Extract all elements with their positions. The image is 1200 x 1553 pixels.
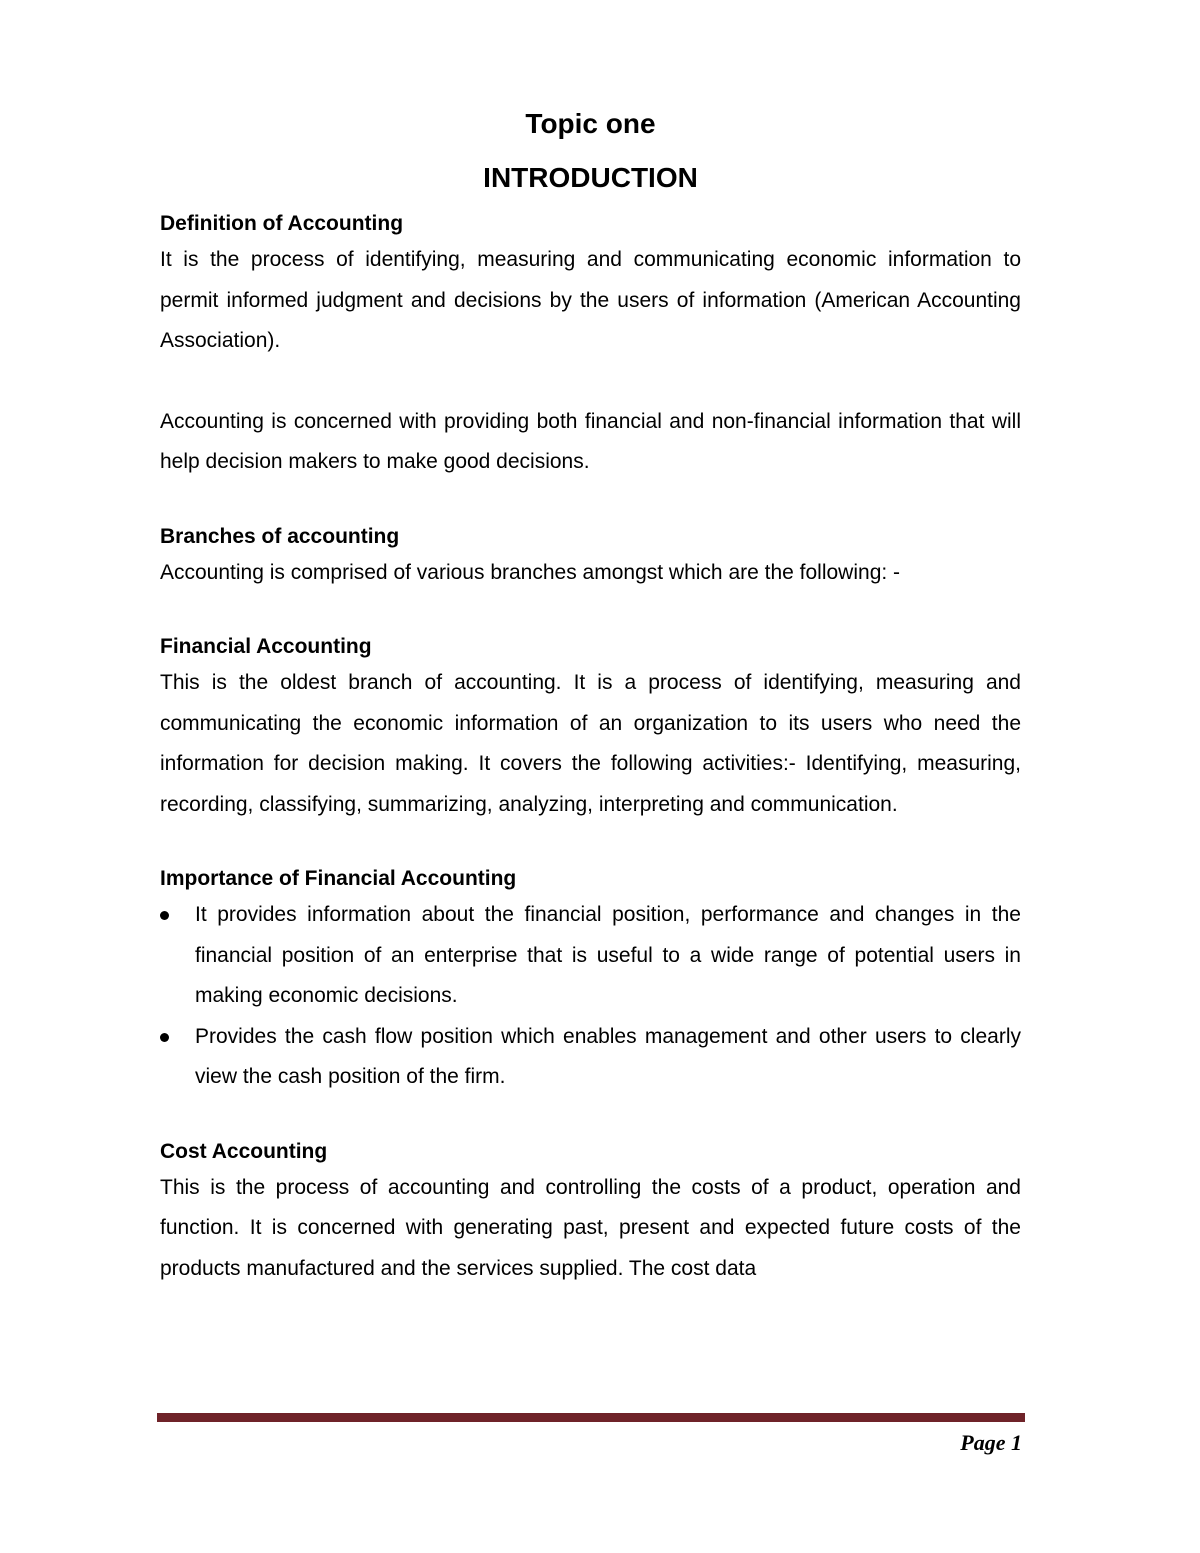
- definition-paragraph: It is the process of identifying, measuring and communicating economic information to permit informed judgment and decisions by the users of information (American Accounting Association).: [160, 248, 1021, 352]
- accounting-concern-paragraph: Accounting is concerned with providing both financial and non-financial information that will help decision makers to make good decisions.: [160, 409, 1021, 473]
- branches-heading: Branches of accounting: [160, 524, 400, 548]
- list-item-text: Provides the cash flow position which enables management and other users to clearly view the cash position of the firm.: [195, 1024, 1021, 1088]
- bullet-icon: [160, 1033, 169, 1042]
- page-title: INTRODUCTION: [483, 162, 698, 193]
- importance-list: [160, 895, 1021, 1098]
- cost-accounting-heading: Cost Accounting: [160, 1139, 328, 1163]
- cost-accounting-paragraph: This is the process of accounting and controlling the costs of a product, operation and function. It is concerned with generating past, present and expected future costs of the products manufactured and the services supplied. The cost data: [160, 1175, 1021, 1280]
- definition-heading: Definition of Accounting: [160, 212, 404, 235]
- list-item: [160, 895, 1021, 1017]
- page-number: Page 1: [960, 1430, 1022, 1455]
- list-item: [160, 1017, 1021, 1098]
- bullet-icon: [160, 911, 169, 920]
- branches-paragraph: Accounting is comprised of various branches amongst which are the following: -: [160, 560, 901, 584]
- financial-accounting-heading: Financial Accounting: [160, 635, 372, 658]
- page-content: [160, 104, 1021, 1289]
- footer-rule: [157, 1413, 1025, 1422]
- list-item-text: It provides information about the financial position, performance and changes in the financial position of an enterprise that is useful to a wide range of potential users in making economic decisions.: [195, 903, 1021, 1007]
- financial-accounting-paragraph: This is the oldest branch of accounting. It is a process of identifying, measuring and communicating the economic information of an organization to its users who need the information for decision making. It covers the following activities:- Identifying, measuring, recording, classifying, summarizing, analyzing, interpreting and communication.: [160, 671, 1021, 816]
- topic-heading: Topic one: [525, 108, 656, 139]
- importance-heading: Importance of Financial Accounting: [160, 867, 517, 890]
